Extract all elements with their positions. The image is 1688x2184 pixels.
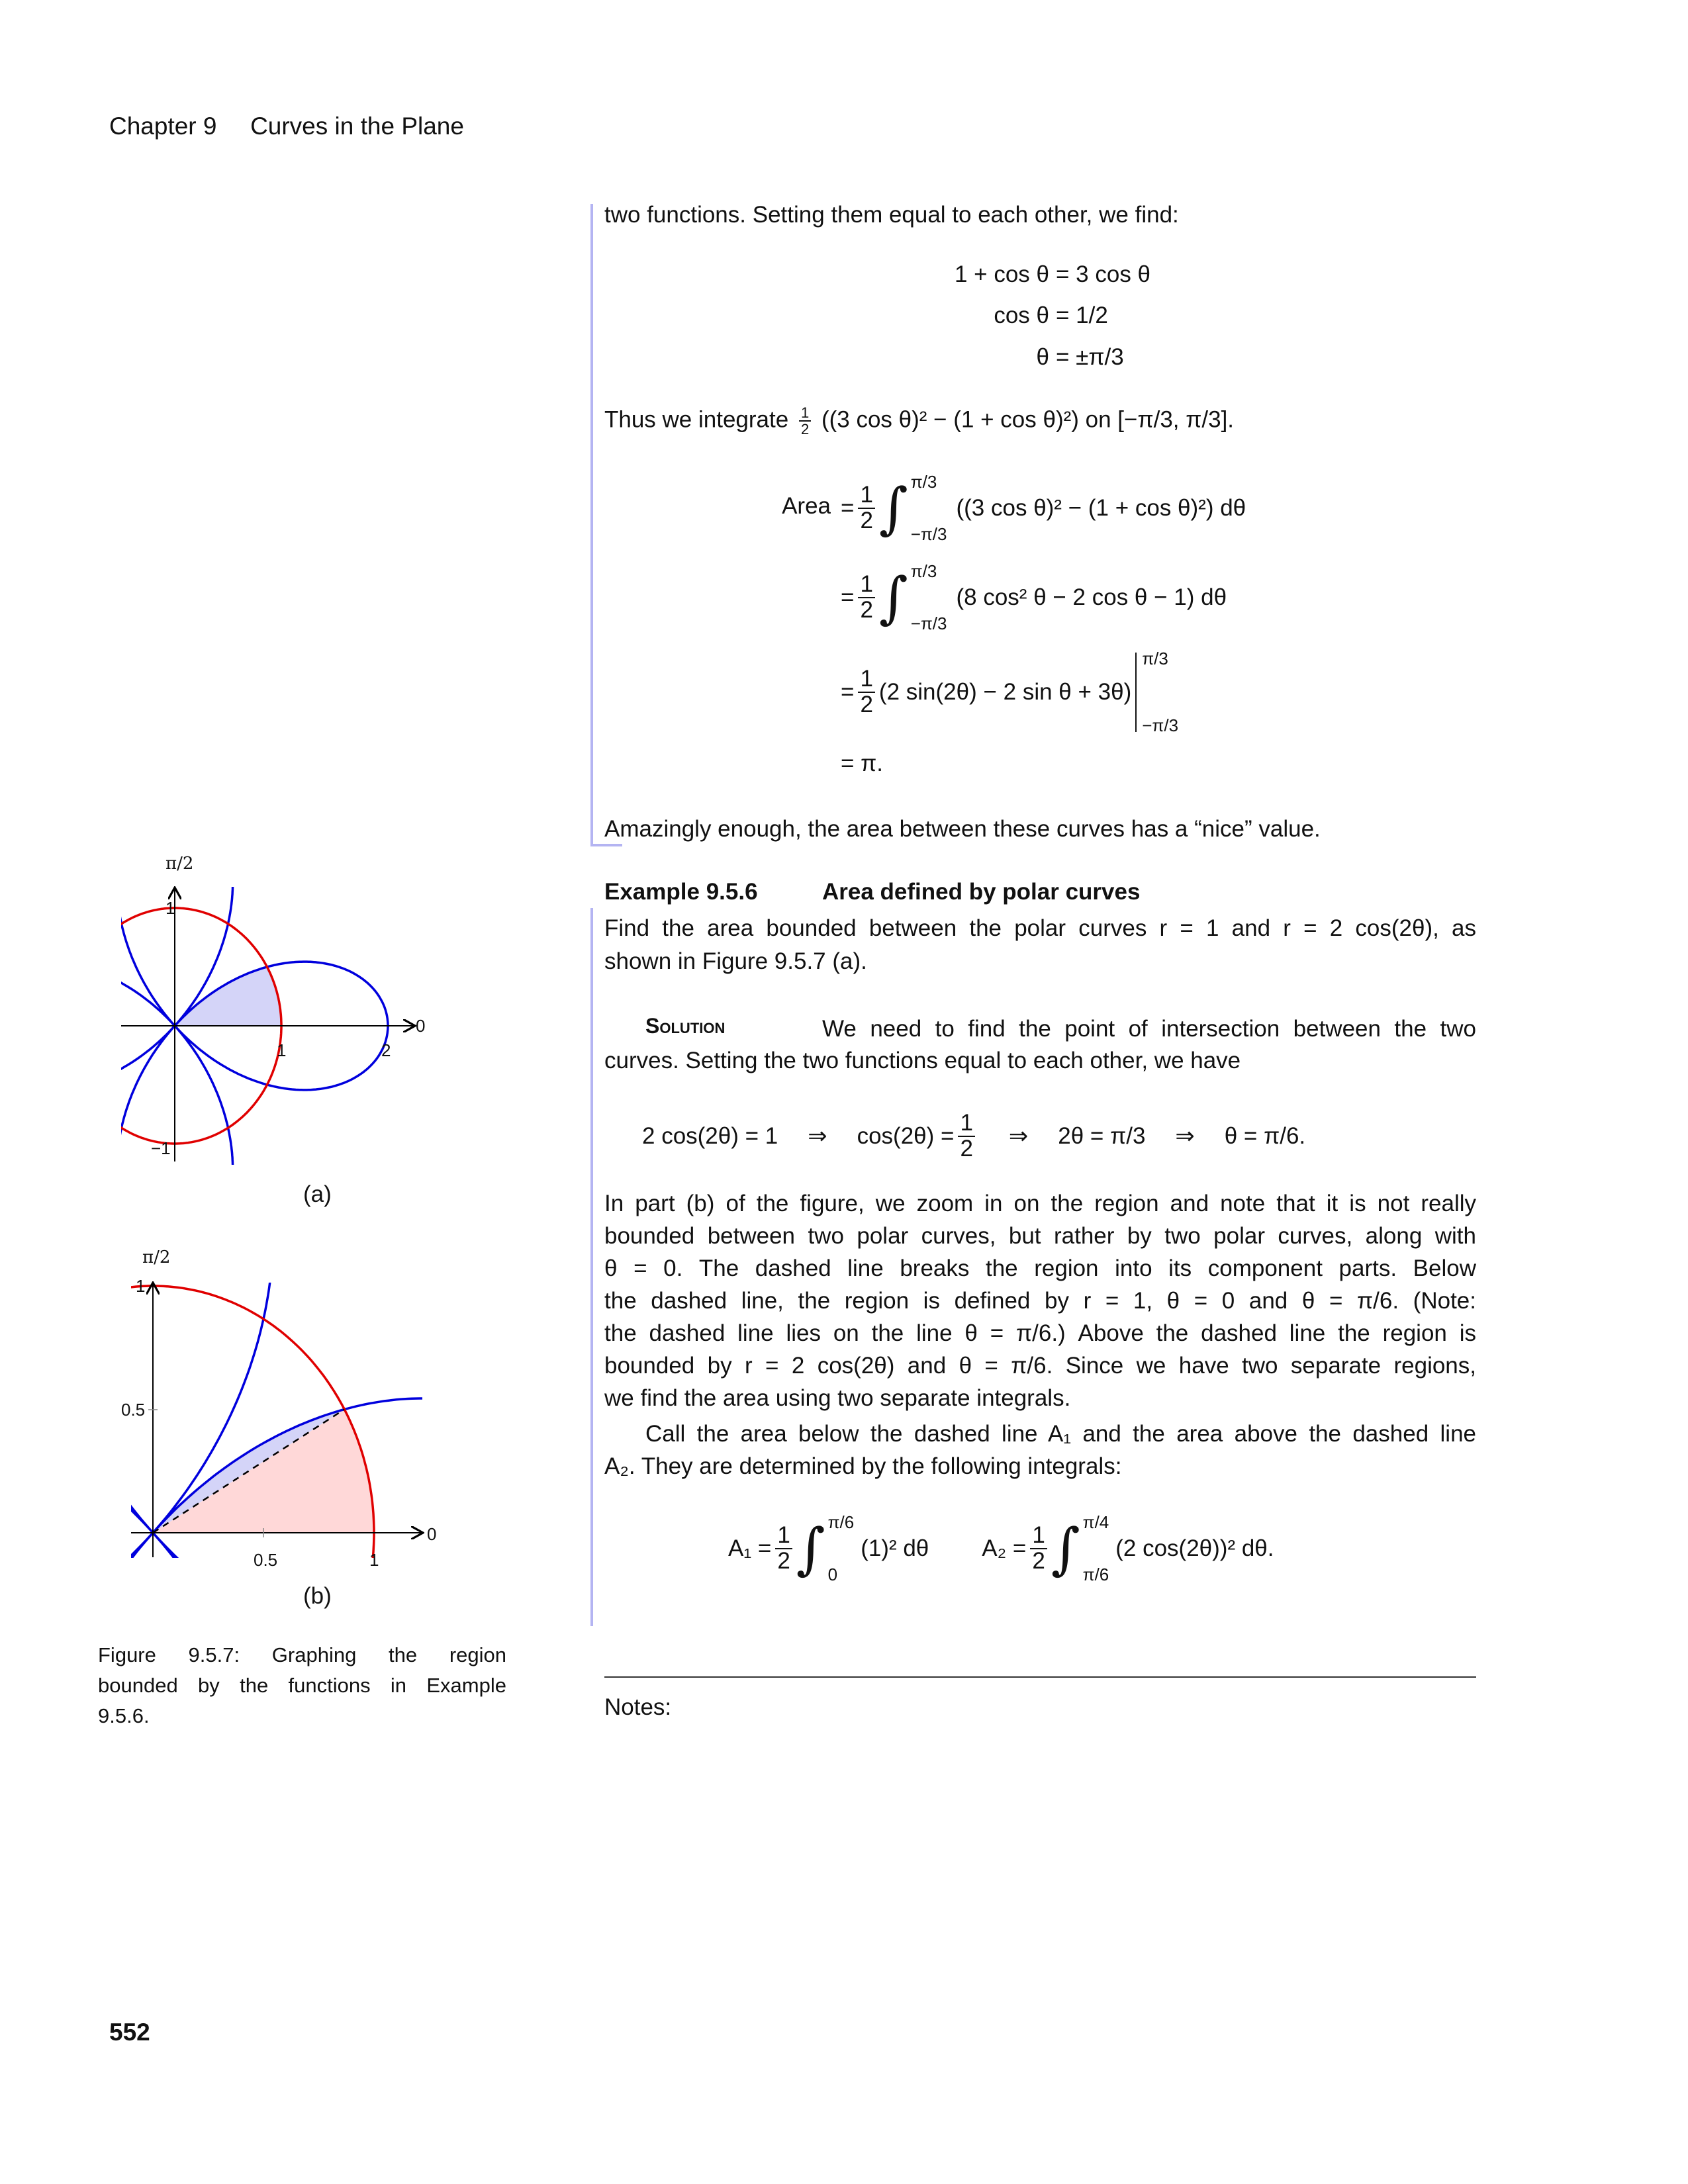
closing-text: Amazingly enough, the area between these curves has a “nice” value. — [604, 816, 1321, 842]
intro-text: two functions. Setting them equal to each other, we find: — [604, 202, 1179, 228]
fraction — [958, 1111, 974, 1161]
paragraph-line: Call the area below the dashed line A₁ and the area above the dashed line — [645, 1421, 1476, 1447]
frac-den: 2 — [960, 1136, 973, 1161]
frac-den: 2 — [860, 596, 873, 623]
chain-step-1: 2 cos(2θ) = 1 — [642, 1123, 778, 1149]
area-integrals — [728, 1506, 1274, 1592]
fig-a-yneg1-label: −1 — [151, 1138, 171, 1158]
integral-sign-icon: ∫ — [878, 565, 908, 630]
lower-limit: −π/3 — [910, 613, 947, 633]
half-fraction — [799, 405, 811, 437]
caption-line: Figure 9.5.7: Graphing the region — [98, 1643, 506, 1666]
integral-sign-icon: ∫ — [1051, 1516, 1080, 1581]
a1-label: A₁ = — [728, 1535, 772, 1561]
area-result: = π. — [841, 751, 884, 776]
area-line-2 — [841, 556, 1227, 639]
integrand: ((3 cos θ)² − (1 + cos θ)²) dθ — [956, 494, 1246, 521]
frac-den: 2 — [1032, 1548, 1045, 1574]
figure-polar-plots — [0, 827, 583, 1621]
implies-arrow-icon: ⇒ — [1008, 1123, 1029, 1149]
solution-line: curves. Setting the two functions equal to each other, we have — [604, 1048, 1241, 1073]
area-line-3 — [841, 647, 1179, 737]
caption-line: bounded by the functions in Example — [98, 1674, 506, 1697]
chapter-title: Curves in the Plane — [250, 113, 464, 140]
paragraph-line: In part (b) of the figure, we zoom in on the region and note that it is not really — [604, 1191, 1476, 1216]
paragraph-line: θ = 0. The dashed line breaks the region into its component parts. Below — [604, 1255, 1476, 1281]
shaded-region-fill — [175, 967, 281, 1026]
fig-b-zero-label: 0 — [427, 1524, 437, 1544]
fig-a-caption: (a) — [303, 1181, 332, 1207]
fig-a-theta-label: π/2 — [165, 854, 194, 874]
notes-label: Notes: — [604, 1694, 672, 1720]
frac-den: 2 — [860, 507, 873, 533]
fraction — [858, 572, 874, 623]
frac-num: 1 — [858, 483, 874, 509]
chain-step-3: 2θ = π/3 — [1058, 1123, 1146, 1149]
figure-a — [0, 827, 414, 1261]
fig-b-xhalf-label: 0.5 — [254, 1550, 278, 1570]
region-below-dashed-fill — [153, 1410, 374, 1533]
fig-a-y1-label: 1 — [165, 898, 175, 918]
running-header — [109, 113, 464, 140]
solution-label: Solution — [645, 1014, 726, 1038]
fig-b-yhalf-label: 0.5 — [121, 1400, 146, 1420]
fig-b-caption: (b) — [303, 1583, 332, 1609]
page-number: 552 — [109, 2019, 150, 2046]
fig-b-theta-label: π/2 — [142, 1248, 171, 1267]
frac-num: 1 — [858, 667, 874, 693]
paragraph-line: the dashed line lies on the line θ = π/6.) Above the dashed line the region is — [604, 1320, 1476, 1346]
equals: = — [841, 679, 855, 705]
frac-den: 2 — [860, 692, 873, 717]
paragraph-line: we find the area using two separate integrals. — [604, 1385, 1071, 1411]
paragraph-line: the dashed line, the region is defined by r = 1, θ = 0 and θ = π/6. (Note: — [604, 1288, 1476, 1314]
integrate-expr: ((3 cos θ)² − (1 + cos θ)²) on [−π/3, π/3]. — [821, 406, 1235, 433]
eval-upper: π/3 — [1142, 649, 1168, 668]
integral — [879, 472, 947, 545]
integrate-prefix: Thus we integrate — [604, 406, 789, 433]
a2-label: A₂ = — [982, 1535, 1027, 1561]
figure-caption — [98, 1640, 506, 1731]
rose-curve — [0, 1039, 583, 1621]
fig-a-x2-label: 2 — [381, 1040, 391, 1060]
statement-line: shown in Figure 9.5.7 (a). — [604, 948, 867, 974]
example-number: Example 9.5.6 — [604, 879, 758, 905]
chain-step-2: cos(2θ) = — [857, 1123, 955, 1149]
fig-a-zero-label: 0 — [416, 1016, 426, 1036]
lower-limit: −π/3 — [910, 523, 947, 544]
eq2-lhs: cos θ — [994, 302, 1049, 328]
eq3-lhs: θ — [1036, 344, 1049, 370]
integral — [796, 1512, 854, 1585]
frac-den: 2 — [777, 1548, 790, 1574]
fig-a-x1-label: 1 — [277, 1040, 287, 1060]
eq2-rhs: = 1/2 — [1056, 302, 1108, 328]
upper-limit: π/3 — [910, 561, 937, 581]
notes-divider — [604, 1676, 1476, 1678]
equals: = — [841, 494, 855, 521]
upper-limit: π/3 — [910, 471, 937, 492]
chain-step-4: θ = π/6. — [1224, 1123, 1306, 1149]
figure-b — [0, 1039, 583, 1621]
frac-num: 1 — [858, 572, 874, 598]
fraction — [858, 667, 874, 717]
evaluation-bar — [1135, 649, 1179, 735]
lower-limit: 0 — [827, 1565, 838, 1584]
fig-b-x1-label: 1 — [369, 1550, 379, 1570]
paragraph-line: A₂. They are determined by the following integrals: — [604, 1453, 1122, 1479]
frac-num: 1 — [1030, 1524, 1047, 1549]
paragraph-line: bounded between two polar curves, but rather by two polar curves, along with — [604, 1223, 1476, 1249]
frac-num: 1 — [775, 1524, 792, 1549]
eval-lower: −π/3 — [1142, 715, 1179, 735]
paragraph-line: bounded by r = 2 cos(2θ) and θ = π/6. Since we have two separate regions, — [604, 1353, 1476, 1379]
a2-integrand: (2 cos(2θ))² dθ. — [1115, 1535, 1274, 1561]
margin-bar-example — [590, 908, 593, 1626]
eq3-rhs: = ±π/3 — [1056, 344, 1124, 370]
implies-arrow-icon: ⇒ — [808, 1123, 827, 1149]
eq1-rhs: = 3 cos θ — [1056, 261, 1151, 287]
frac-num: 1 — [958, 1111, 974, 1137]
margin-bar-top — [590, 204, 593, 846]
integral — [879, 561, 947, 634]
integral — [1051, 1512, 1109, 1585]
frac-den: 2 — [800, 421, 810, 438]
frac-num: 1 — [799, 405, 811, 422]
integrand: (8 cos² θ − 2 cos θ − 1) dθ — [956, 584, 1227, 610]
area-line-1 — [841, 467, 1246, 549]
fig-b-y1-label: 1 — [136, 1276, 146, 1296]
fraction — [858, 483, 874, 533]
antiderivative: (2 sin(2θ) − 2 sin θ + 3θ) — [878, 679, 1132, 705]
fraction — [1030, 1524, 1047, 1574]
upper-limit: π/4 — [1082, 1512, 1109, 1532]
integral-sign-icon: ∫ — [878, 475, 908, 541]
eq1-lhs: 1 + cos θ — [954, 261, 1049, 287]
fraction — [775, 1524, 792, 1574]
intersection-chain — [642, 1100, 1305, 1173]
chapter-number: Chapter 9 — [109, 113, 217, 140]
upper-limit: π/6 — [827, 1512, 855, 1532]
solution-line: We need to find the point of intersection between the two — [822, 1016, 1476, 1042]
implies-arrow-icon: ⇒ — [1175, 1123, 1195, 1149]
integral-sign-icon: ∫ — [796, 1516, 825, 1581]
example-title: Area defined by polar curves — [822, 879, 1141, 905]
a1-integrand: (1)² dθ — [861, 1535, 929, 1561]
statement-line: Find the area bounded between the polar curves r = 1 and r = 2 cos(2θ), as — [604, 915, 1476, 941]
integrate-sentence — [604, 405, 1234, 437]
lower-limit: π/6 — [1082, 1565, 1109, 1584]
caption-line: 9.5.6. — [98, 1704, 150, 1727]
equals: = — [841, 584, 855, 610]
example-heading — [604, 879, 1141, 905]
area-label: Area — [782, 493, 831, 519]
